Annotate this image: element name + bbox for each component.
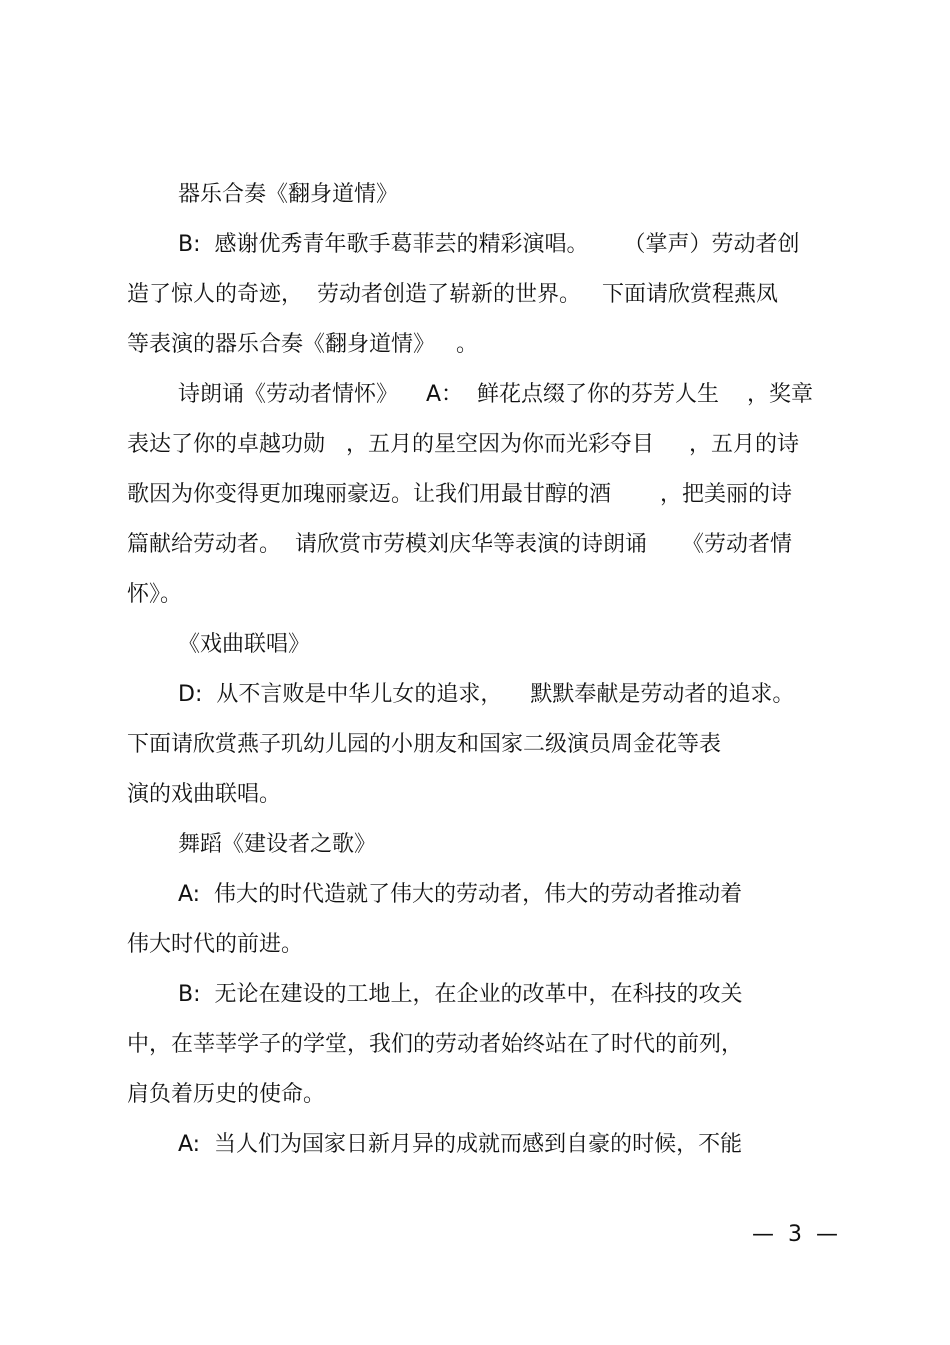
text-line: 肩负着历史的使命。	[127, 1082, 326, 1107]
text-line: 诗朗诵《劳动者情怀》 A： 鲜花点缀了你的芬芳人生 ，奖章	[178, 382, 813, 407]
text-line: 《戏曲联唱》	[178, 632, 311, 657]
text-line: 下面请欣赏燕子玑幼儿园的小朋友和国家二级演员周金花等表	[127, 732, 722, 757]
text-line: 中，在莘莘学子的学堂，我们的劳动者始终站在了时代的前列，	[127, 1032, 744, 1057]
text-line: 造了惊人的奇迹， 劳动者创造了崭新的世界。 下面请欣赏程燕凤	[127, 282, 778, 307]
text-line: A: 当人们为国家日新月异的成就而感到自豪的时候，不能	[178, 1132, 743, 1157]
text-line: D: 从不言败是中华儿女的追求， 默默奉献是劳动者的追求。	[178, 682, 795, 707]
page-number: — 3 —	[752, 1222, 838, 1247]
text-line: 表达了你的卓越功勋 ，五月的星空因为你而光彩夺目 ，五月的诗	[127, 432, 799, 457]
text-line: 篇献给劳动者。 请欣赏市劳模刘庆华等表演的诗朗诵 《劳动者情	[127, 532, 792, 557]
text-line: 演的戏曲联唱。	[127, 782, 282, 807]
text-line: 伟大时代的前进。	[127, 932, 304, 957]
text-line: 怀》。	[127, 582, 183, 607]
text-line: 等表演的器乐合奏《翻身道情》 。	[127, 332, 478, 357]
text-line: B: 无论在建设的工地上，在企业的改革中，在科技的攻关	[178, 982, 743, 1007]
text-line: 歌因为你变得更加瑰丽豪迈。让我们用最甘醇的酒 ，把美丽的诗	[127, 482, 792, 507]
text-line: B: 感谢优秀青年歌手葛菲芸的精彩演唱。 （掌声）劳动者创	[178, 232, 800, 257]
text-line: 舞蹈《建设者之歌》	[178, 832, 377, 857]
text-line: A: 伟大的时代造就了伟大的劳动者，伟大的劳动者推动着	[178, 882, 743, 907]
text-line: 器乐合奏《翻身道情》	[178, 182, 399, 207]
